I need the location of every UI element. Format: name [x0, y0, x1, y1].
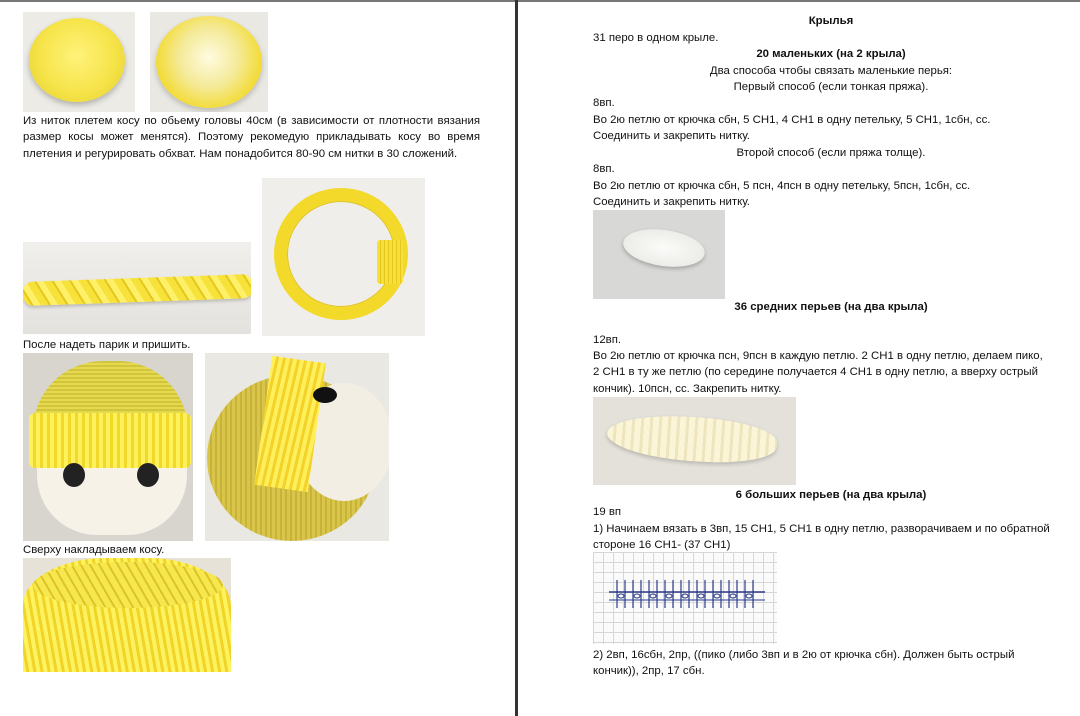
method1-line2: Соединить и закрепить нитку. [593, 130, 750, 142]
left-page [0, 0, 515, 716]
method1-chain: 8вп. [593, 97, 615, 109]
photo-yellow-crochet-disc [23, 12, 135, 112]
right-page [518, 0, 1080, 716]
large-step1: 1) Начинаем вязать в 3вп, 15 СН1, 5 СН1 в одну петлю, разворачиваем и по обратной стороне 16 СН1- (37 СН1) [593, 523, 1050, 552]
large-chain: 19 вп [593, 506, 622, 518]
photo-doll-front [23, 353, 193, 541]
caption-braid-on-top: Сверху накладываем косу. [23, 544, 165, 556]
large-step2: 2) 2вп, 16сбн, 2пр, ((пико (либо 3вп и в 2ю от крючка сбн). Должен быть острый кончик)), 2пр, 17 сбн. [593, 649, 1015, 678]
caption-wig: После надеть парик и пришить. [23, 339, 191, 351]
medium-feathers-heading: 36 средних перьев (на два крыла) [734, 301, 928, 313]
medium-chain: 12вп. [593, 334, 622, 346]
small-feathers-intro: Два способа чтобы связать маленькие перья: [709, 65, 953, 77]
photo-medium-feather [593, 397, 796, 485]
method2-line1: Во 2ю петлю от крючка сбн, 5 псн, 4псн в одну петельку, 5псн, 1сбн, сс. [593, 180, 971, 192]
method2-title: Второй способ (если пряжа толще). [736, 147, 926, 159]
photo-braid-ring [262, 178, 425, 336]
photo-yellow-braid [23, 242, 251, 334]
method2-chain: 8вп. [593, 163, 615, 175]
small-feathers-heading: 20 маленьких (на 2 крыла) [756, 48, 906, 60]
photo-crochet-chart [593, 552, 777, 644]
method1-title: Первый способ (если тонкая пряжа). [733, 81, 929, 93]
feathers-count-line: 31 перо в одном крыле. [593, 32, 719, 44]
medium-instructions: Во 2ю петлю от крючка псн, 9псн в каждую петлю. 2 СН1 в одну петлю, делаем пико, 2 СН1 в ту же петлю (по середине получается 4 СН1 в одну петлю, а вверху острый кончик). 10псн, сс. Закрепить нитку. [593, 350, 1043, 395]
photo-doll-side [205, 353, 389, 541]
wings-heading: Крылья [808, 15, 854, 27]
braid-instructions-paragraph: Из ниток плетем косу по обьему головы 40см (в зависимости от плотности вязания размер косы может менятся). Поэтому рекомедую прикладывать косу во время плетения и регурировать обхват. Нам понадобится 80-90 см нитки в 30 сложений. [23, 115, 480, 160]
method1-line1: Во 2ю петлю от крючка сбн, 5 СН1, 4 СН1 в одну петельку, 5 СН1, 1сбн, сс. [593, 114, 991, 126]
method2-line2: Соединить и закрепить нитку. [593, 196, 750, 208]
photo-small-feather [593, 210, 725, 299]
large-feathers-heading: 6 больших перьев (на два крыла) [735, 489, 927, 501]
photo-wig-with-braid [23, 558, 231, 672]
photo-yellow-crochet-cap [150, 12, 268, 112]
